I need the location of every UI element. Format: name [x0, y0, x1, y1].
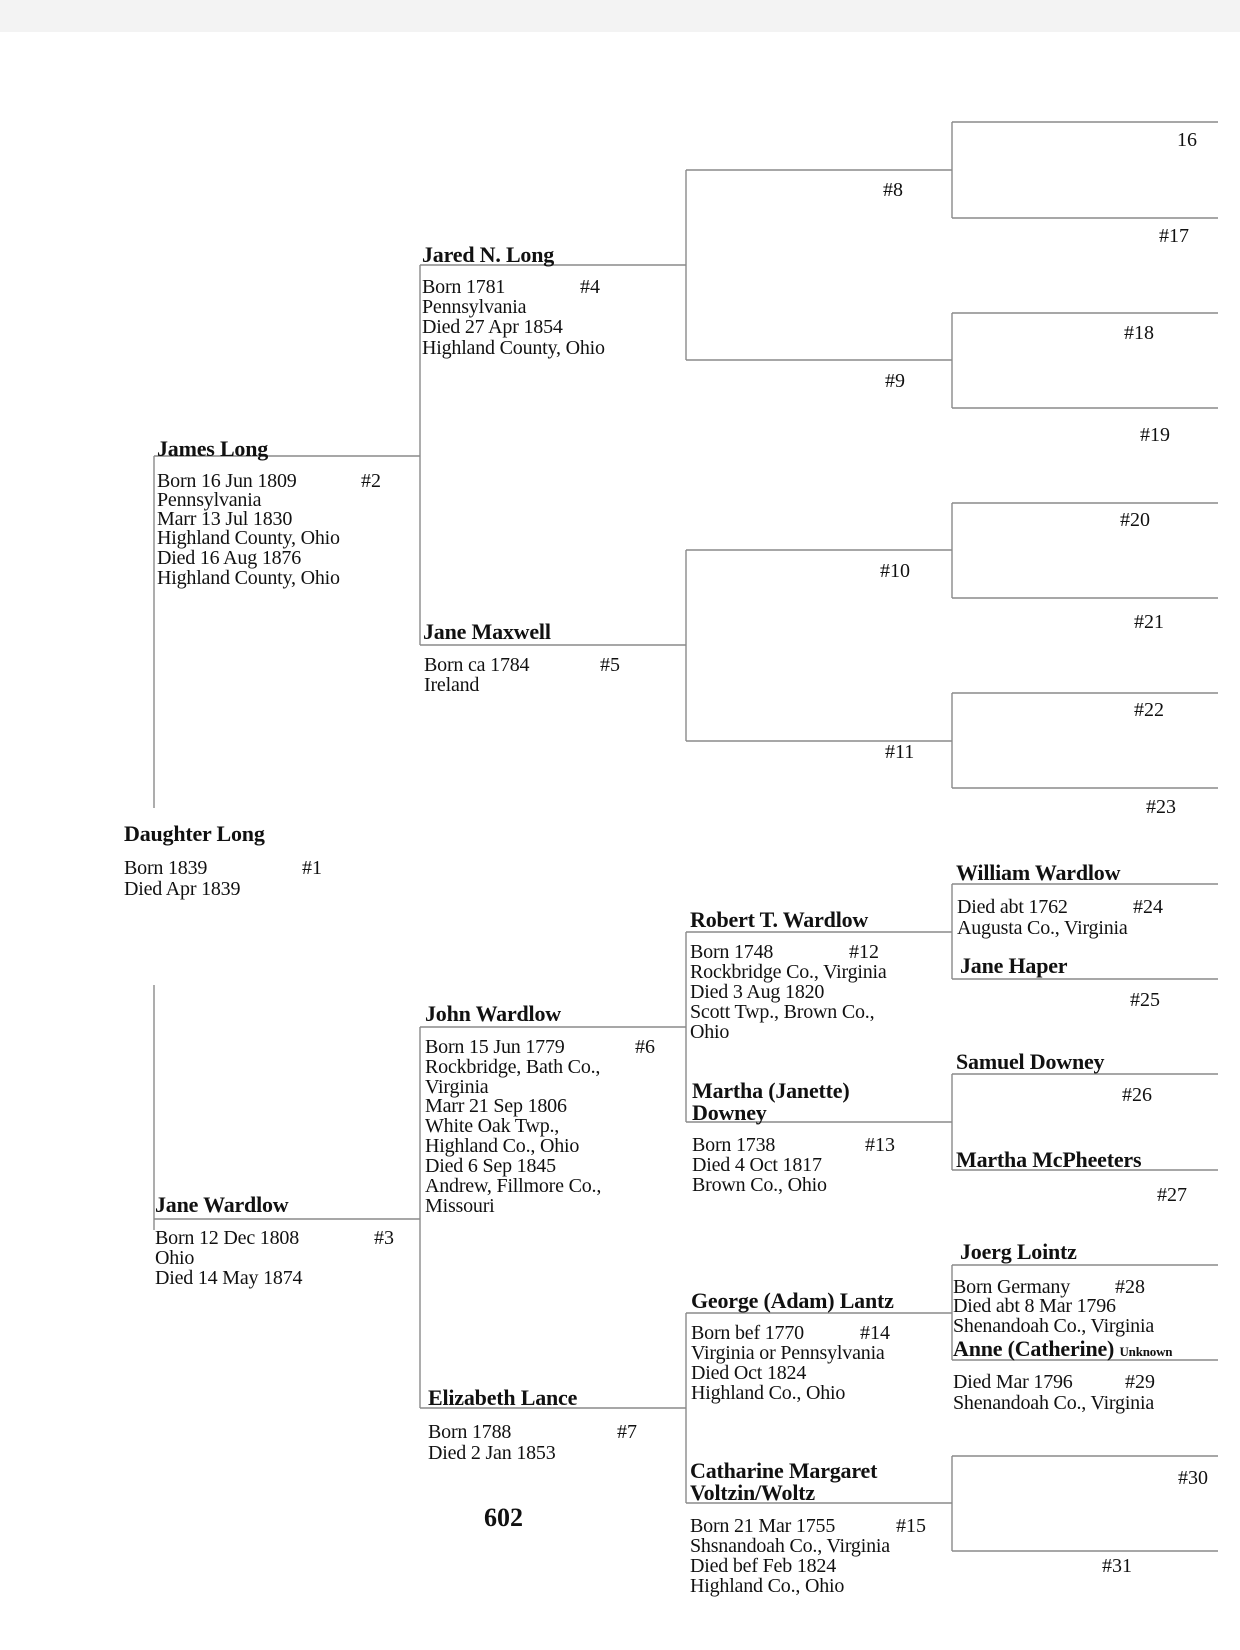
person-2-detail: Highland County, Ohio: [157, 527, 340, 549]
person-11-number: #11: [885, 741, 915, 763]
person-26-number: #26: [1122, 1084, 1152, 1106]
person-27-number: #27: [1157, 1184, 1187, 1206]
person-6-detail: Rockbridge, Bath Co.,: [425, 1056, 601, 1078]
person-5-detail: Born ca 1784: [424, 654, 530, 676]
person-2-name: James Long: [157, 436, 269, 461]
person-29-detail: Shenandoah Co., Virginia: [953, 1392, 1155, 1414]
person-28-number: #28: [1115, 1276, 1145, 1298]
person-29-detail: Died Mar 1796: [953, 1371, 1073, 1393]
person-3-detail: Died 14 May 1874: [155, 1267, 303, 1289]
person-1-born: Born 1839: [124, 857, 208, 879]
person-17-number: #17: [1159, 225, 1189, 247]
person-28-detail: Died abt 8 Mar 1796: [953, 1295, 1116, 1317]
person-12-detail: Scott Twp., Brown Co.,: [690, 1001, 875, 1023]
person-15-detail: Born 21 Mar 1755: [690, 1515, 836, 1537]
person-25-number: #25: [1130, 989, 1160, 1011]
person-5-name: Jane Maxwell: [423, 619, 551, 644]
person-13-number: #13: [865, 1134, 895, 1156]
person-31-number: #31: [1102, 1555, 1132, 1577]
person-3-detail: Ohio: [155, 1247, 195, 1269]
person-7-detail: Died 2 Jan 1853: [428, 1442, 556, 1464]
person-26-name: Samuel Downey: [956, 1049, 1105, 1074]
person-4-detail: Born 1781: [422, 276, 506, 298]
person-15-name: Voltzin/Woltz: [690, 1480, 815, 1505]
person-14-number: #14: [860, 1322, 890, 1344]
person-6-number: #6: [635, 1036, 655, 1058]
person-4-detail: Highland County, Ohio: [422, 337, 605, 359]
person-13-detail: Died 4 Oct 1817: [692, 1154, 822, 1176]
person-30-number: #30: [1178, 1467, 1208, 1489]
person-6-detail: Missouri: [425, 1195, 495, 1217]
person-2-number: #2: [361, 470, 381, 492]
person-24-detail: Died abt 1762: [957, 896, 1068, 918]
person-16-number: 16: [1177, 129, 1197, 151]
person-20-number: #20: [1120, 509, 1150, 531]
person-13-detail: Born 1738: [692, 1134, 776, 1156]
person-7-number: #7: [617, 1421, 637, 1443]
person-14-name: George (Adam) Lantz: [691, 1288, 894, 1313]
person-9-number: #9: [885, 370, 905, 392]
person-6-detail: Died 6 Sep 1845: [425, 1155, 556, 1177]
person-28-detail: Shenandoah Co., Virginia: [953, 1315, 1155, 1337]
person-28-name: Joerg Lointz: [960, 1239, 1077, 1264]
person-28-detail: Born Germany: [953, 1276, 1071, 1298]
person-6-detail: Highland Co., Ohio: [425, 1135, 580, 1157]
person-24-name: William Wardlow: [956, 860, 1121, 885]
person-6-name: John Wardlow: [425, 1001, 561, 1026]
person-23-number: #23: [1146, 796, 1176, 818]
person-29-number: #29: [1125, 1371, 1155, 1393]
person-21-number: #21: [1134, 611, 1164, 633]
person-2-detail: Marr 13 Jul 1830: [157, 508, 293, 530]
person-2-detail: Pennsylvania: [157, 489, 262, 511]
person-8-number: #8: [883, 179, 903, 201]
person-1-name: Daughter Long: [124, 821, 265, 846]
person-5-number: #5: [600, 654, 620, 676]
person-24-detail: Augusta Co., Virginia: [957, 917, 1128, 939]
person-15-name: Catharine Margaret: [690, 1458, 878, 1483]
person-13-detail: Brown Co., Ohio: [692, 1174, 827, 1196]
person-3-number: #3: [374, 1227, 394, 1249]
person-19-number: #19: [1140, 424, 1170, 446]
person-14-detail: Virginia or Pennsylvania: [691, 1342, 885, 1364]
person-18-number: #18: [1124, 322, 1154, 344]
person-29-name: [953, 1338, 1172, 1363]
person-6-detail: Born 15 Jun 1779: [425, 1036, 565, 1058]
person-22-number: #22: [1134, 699, 1164, 721]
person-15-detail: Highland Co., Ohio: [690, 1575, 845, 1597]
person-13-name: Martha (Janette): [692, 1078, 850, 1103]
person-7-detail: Born 1788: [428, 1421, 512, 1443]
person-4-detail: Pennsylvania: [422, 296, 527, 318]
person-7-name: Elizabeth Lance: [428, 1385, 578, 1410]
person-27-name: Martha McPheeters: [956, 1147, 1142, 1172]
person-25-name: Jane Haper: [960, 953, 1068, 978]
person-1-died: Died Apr 1839: [124, 878, 241, 900]
person-6-detail: Marr 21 Sep 1806: [425, 1095, 567, 1117]
person-2-detail: Highland County, Ohio: [157, 567, 340, 589]
person-14-detail: Died Oct 1824: [691, 1362, 807, 1384]
person-29-name-text: Anne (Catherine): [953, 1336, 1115, 1361]
person-15-detail: Shsnandoah Co., Virginia: [690, 1535, 890, 1557]
person-12-detail: Ohio: [690, 1021, 730, 1043]
person-29-name-note: Unknown: [1119, 1344, 1173, 1359]
person-2-detail: Born 16 Jun 1809: [157, 470, 297, 492]
person-13-name: Downey: [692, 1100, 767, 1125]
person-15-number: #15: [896, 1515, 926, 1537]
person-6-detail: White Oak Twp.,: [425, 1115, 560, 1137]
person-4-name: Jared N. Long: [422, 242, 555, 267]
person-1-number: #1: [302, 857, 322, 879]
person-24-number: #24: [1133, 896, 1163, 918]
person-12-detail: Died 3 Aug 1820: [690, 981, 825, 1003]
person-6-detail: Andrew, Fillmore Co.,: [425, 1175, 602, 1197]
person-3-name: Jane Wardlow: [155, 1192, 289, 1217]
page-number: 602: [484, 1503, 523, 1532]
person-10-number: #10: [880, 560, 910, 582]
person-14-detail: Highland Co., Ohio: [691, 1382, 846, 1404]
person-14-detail: Born bef 1770: [691, 1322, 804, 1344]
person-6-detail: Virginia: [425, 1076, 489, 1098]
person-15-detail: Died bef Feb 1824: [690, 1555, 837, 1577]
person-12-name: Robert T. Wardlow: [690, 907, 869, 932]
person-2-detail: Died 16 Aug 1876: [157, 547, 302, 569]
person-12-detail: Born 1748: [690, 941, 774, 963]
person-4-number: #4: [580, 276, 600, 298]
person-3-detail: Born 12 Dec 1808: [155, 1227, 299, 1249]
person-4-detail: Died 27 Apr 1854: [422, 316, 563, 338]
person-12-number: #12: [849, 941, 879, 963]
person-5-detail: Ireland: [424, 674, 480, 696]
person-12-detail: Rockbridge Co., Virginia: [690, 961, 887, 983]
